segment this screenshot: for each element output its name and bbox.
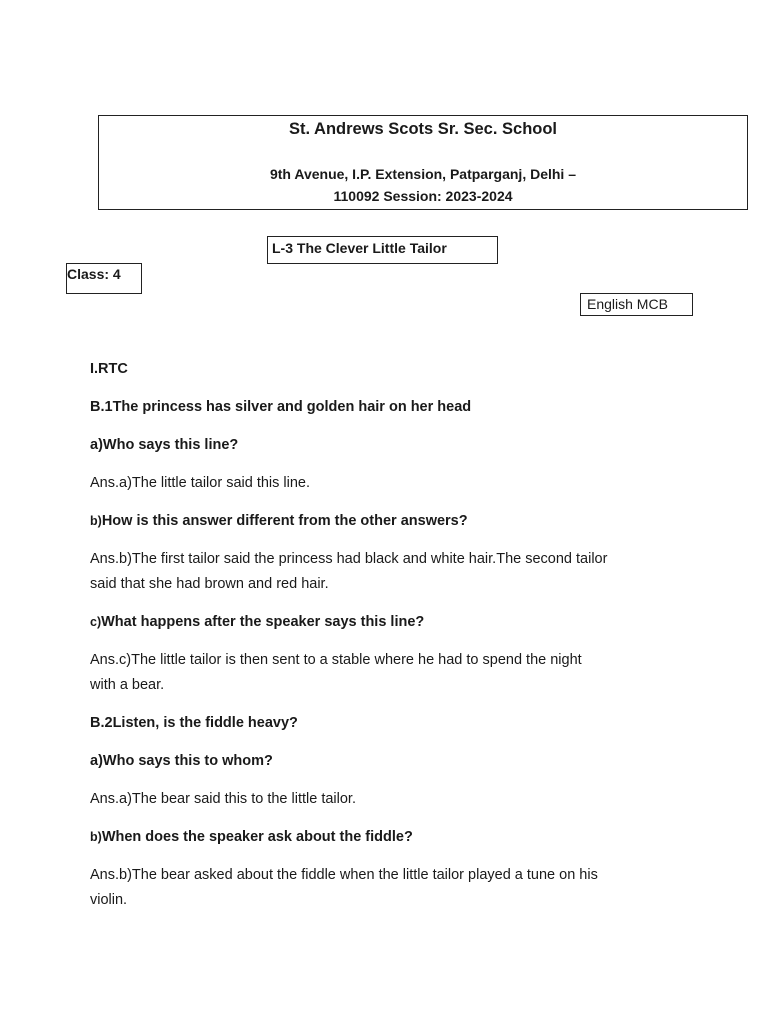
- answer-line: said that she had brown and red hair.: [90, 576, 329, 592]
- question-b2-a: [90, 749, 690, 774]
- question-text: How is this answer different from the other answers?: [101, 513, 468, 529]
- school-name: St. Andrews Scots Sr. Sec. School: [288, 120, 558, 138]
- answer-line: Ans.b)The bear asked about the fiddle when the little tailor played a tune on his: [90, 867, 598, 883]
- question-label: b): [90, 514, 102, 528]
- question-b2-b: [90, 825, 690, 850]
- question-label: c): [90, 615, 102, 629]
- question-b1-b: [90, 509, 690, 534]
- answer-b2-b: [90, 863, 690, 913]
- answer-b1-b: [90, 547, 690, 597]
- subject-label: English MCB: [580, 293, 693, 316]
- school-address: [99, 163, 747, 207]
- address-line-1: 9th Avenue, I.P. Extension, Patparganj, Delhi –: [269, 166, 576, 182]
- answer-line: Ans.c)The little tailor is then sent to a stable where he had to spend the night: [90, 652, 582, 668]
- question-b1-a: [90, 433, 690, 458]
- section-title: I.RTC: [90, 361, 128, 377]
- extract-b2: B.2Listen, is the fiddle heavy?: [90, 715, 298, 731]
- question-label: a): [90, 437, 103, 453]
- answer-line: with a bear.: [90, 677, 165, 693]
- worksheet-content: [90, 357, 690, 926]
- class-label: Class: 4: [66, 263, 142, 294]
- extract-b1: B.1The princess has silver and golden hair on her head: [90, 399, 472, 415]
- lesson-title: L-3 The Clever Little Tailor: [267, 236, 498, 264]
- answer-b2-a: Ans.a)The bear said this to the little tailor.: [90, 791, 356, 807]
- question-text: When does the speaker ask about the fiddle?: [101, 829, 413, 845]
- answer-line: Ans.b)The first tailor said the princess had black and white hair.The second tailor: [90, 551, 608, 567]
- question-label: b): [90, 830, 102, 844]
- address-line-2: 110092 Session: 2023-2024: [333, 188, 513, 204]
- question-text: Who says this to whom?: [102, 753, 273, 769]
- question-label: a): [90, 753, 103, 769]
- question-b1-c: [90, 610, 690, 635]
- question-text: Who says this line?: [102, 437, 239, 453]
- answer-b1-c: [90, 648, 690, 698]
- school-header-box: [98, 115, 748, 210]
- answer-b1-a: Ans.a)The little tailor said this line.: [90, 475, 311, 491]
- question-text: What happens after the speaker says this line?: [101, 614, 425, 630]
- answer-line: violin.: [90, 892, 128, 908]
